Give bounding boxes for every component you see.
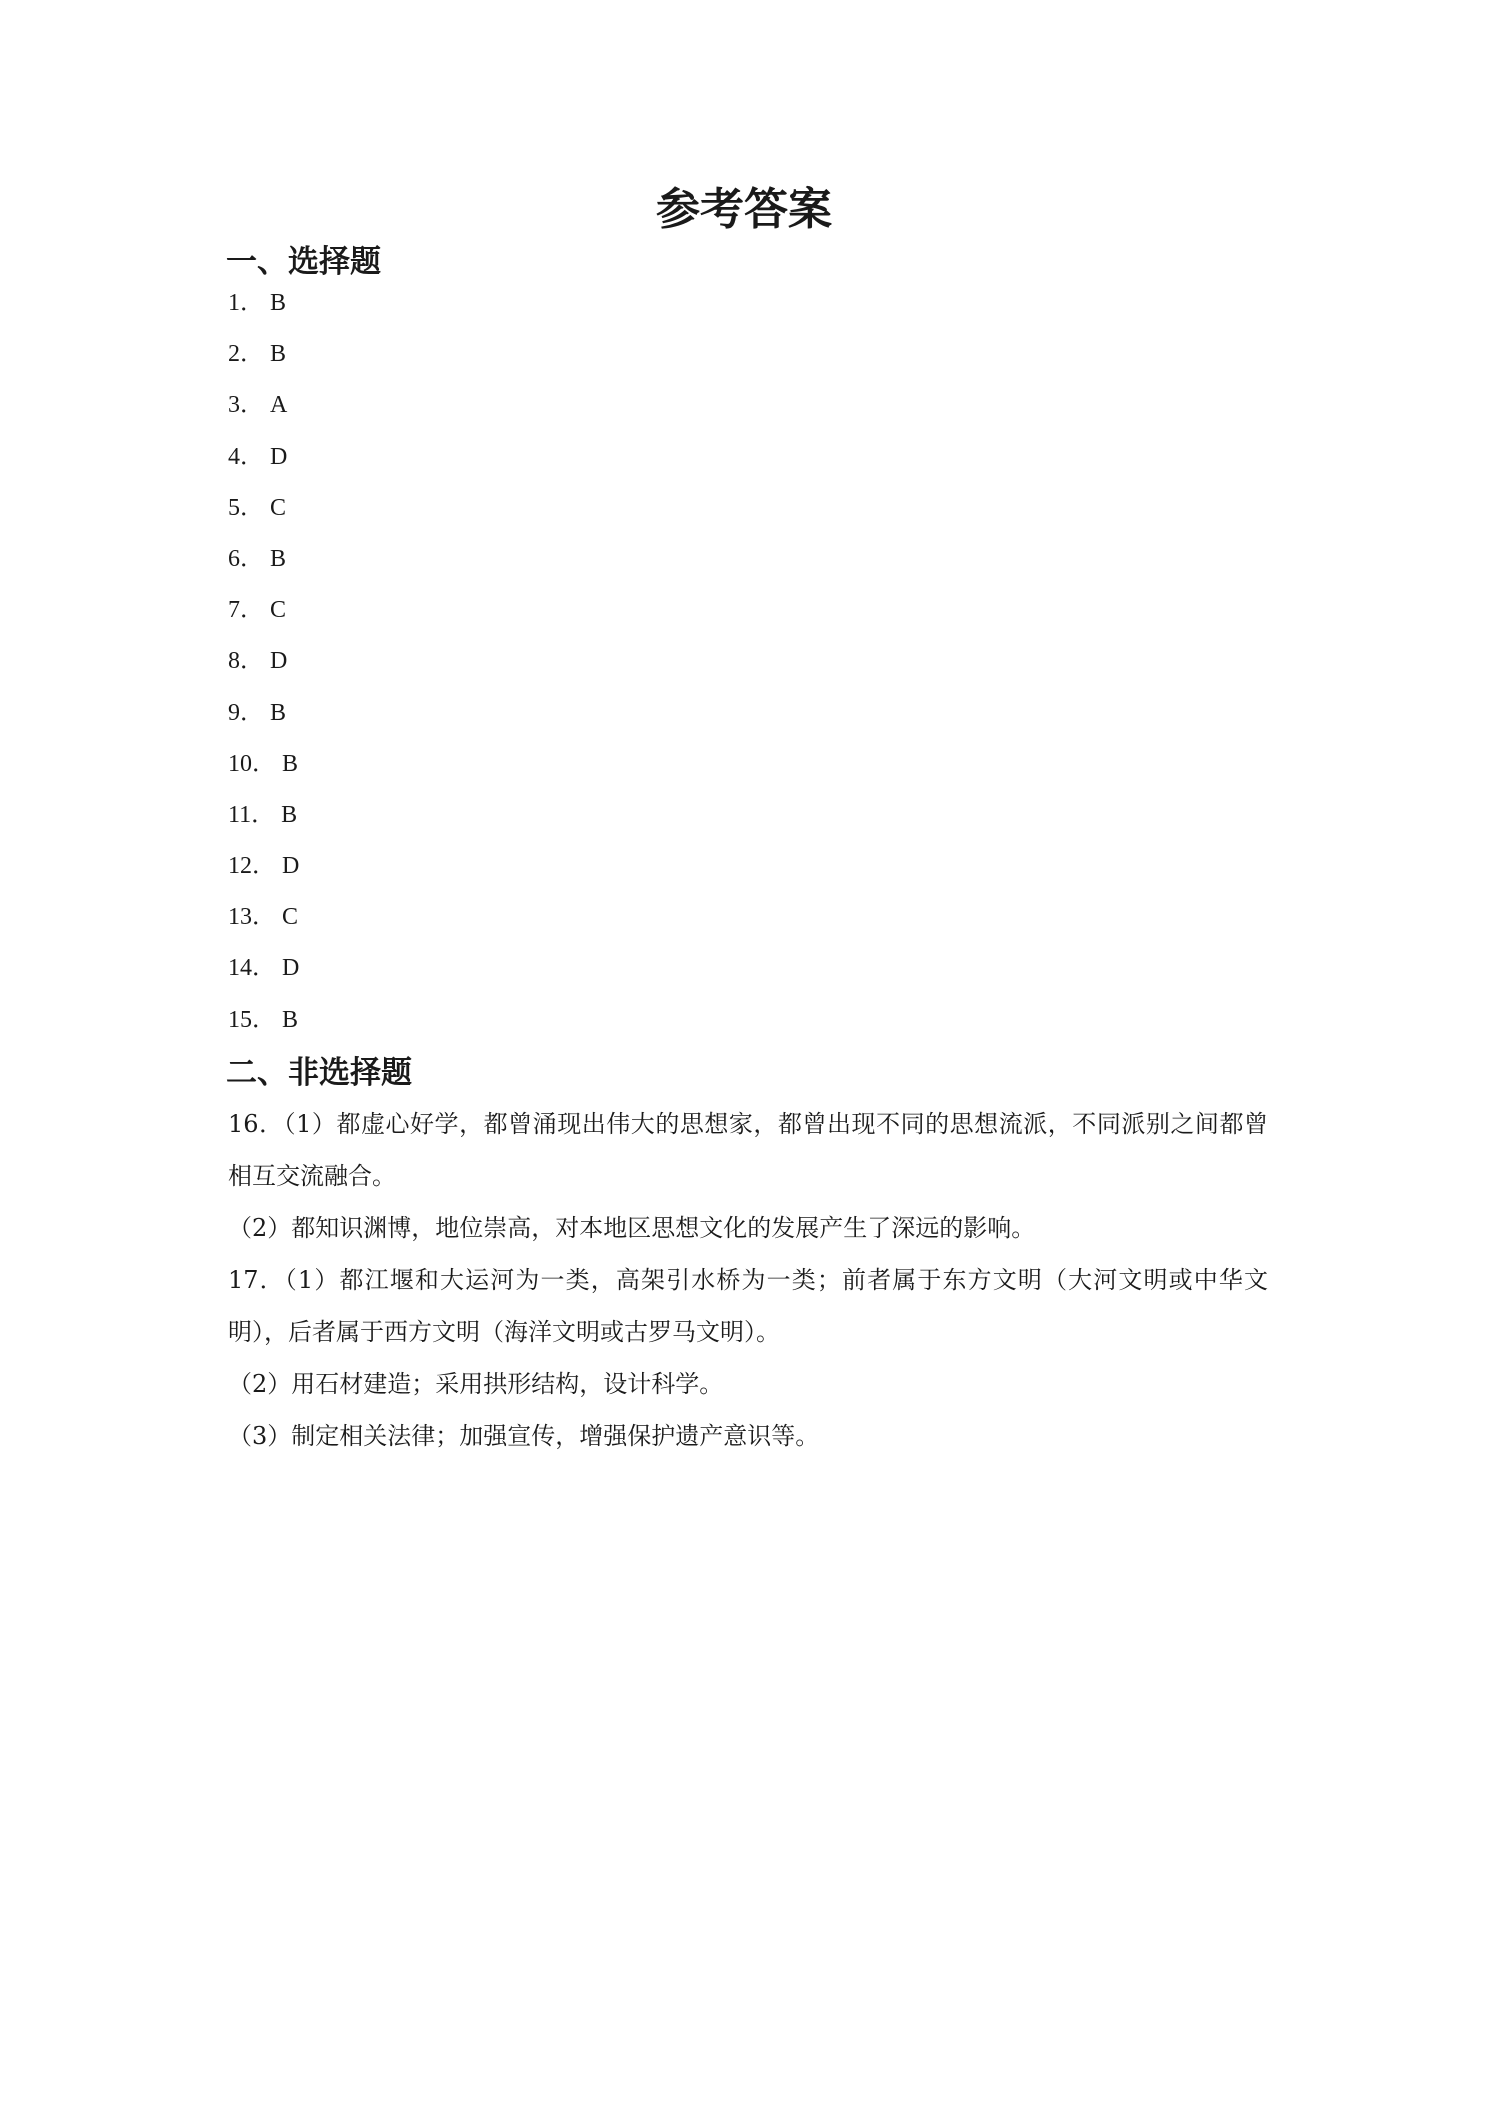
question-number: 9．	[228, 699, 264, 726]
mc-answer-item	[228, 590, 299, 641]
answer-paragraph: （3）制定相关法律；加强宣传，增强保护遗产意识等。	[228, 1422, 820, 1450]
page-title: 参考答案	[656, 184, 832, 235]
mc-answer-item	[228, 488, 299, 539]
answer-letter: D	[282, 955, 300, 982]
answer-letter: B	[270, 545, 287, 572]
answer-letter: B	[270, 341, 287, 368]
answer-paragraph: （2）用石材建造；采用拱形结构，设计科学。	[228, 1370, 724, 1398]
question-number: 6．	[228, 545, 264, 572]
section-heading-multiple-choice: 一、选择题	[226, 244, 381, 280]
mc-answer-item	[228, 846, 299, 897]
mc-answer-item	[228, 334, 299, 385]
mc-answer-item	[228, 641, 299, 692]
answer-letter: B	[282, 750, 299, 777]
answer-letter: C	[270, 597, 287, 624]
answer-letter: D	[270, 648, 288, 675]
question-number: 2．	[228, 341, 264, 368]
answer-letter: C	[282, 904, 299, 931]
section-heading-non-multiple-choice: 二、非选择题	[226, 1055, 412, 1091]
answer-letter: B	[281, 801, 298, 828]
mc-answer-item	[228, 1000, 299, 1051]
question-number: 13．	[228, 904, 276, 931]
answer-paragraph: 17．（1）都江堰和大运河为一类，高架引水桥为一类；前者属于东方文明（大河文明或中华文明），后者属于西方文明（海洋文明或古罗马文明）。	[228, 1266, 1268, 1346]
mc-answer-item	[228, 693, 299, 744]
question-number: 3．	[228, 392, 264, 419]
question-number: 7．	[228, 597, 264, 624]
answer-letter: B	[270, 290, 287, 316]
answer-letter: B	[282, 1006, 299, 1033]
mc-answer-item	[228, 539, 299, 590]
question-number: 11．	[228, 801, 276, 828]
question-number: 1．	[228, 290, 264, 316]
mc-answer-item	[228, 385, 299, 436]
answer-letter: A	[270, 392, 288, 419]
question-number: 12．	[228, 853, 276, 880]
question-number: 4．	[228, 443, 264, 470]
question-number: 8．	[228, 648, 264, 675]
answer-paragraph: 16．（1）都虚心好学，都曾涌现出伟大的思想家，都曾出现不同的思想流派，不同派别之间都曾相互交流融合。	[228, 1110, 1268, 1190]
mc-answer-item	[228, 283, 299, 334]
answer-letter: D	[270, 443, 288, 470]
essay-answers	[228, 1098, 1268, 1462]
answer-paragraph: （2）都知识渊博，地位崇高，对本地区思想文化的发展产生了深远的影响。	[228, 1214, 1036, 1242]
question-number: 10．	[228, 750, 276, 777]
answer-letter: C	[270, 494, 287, 521]
question-number: 14．	[228, 955, 276, 982]
mc-answer-item	[228, 437, 299, 488]
mc-answer-item	[228, 795, 299, 846]
multiple-choice-answer-list	[228, 283, 299, 1051]
mc-answer-item	[228, 744, 299, 795]
question-number: 5．	[228, 494, 264, 521]
question-number: 15．	[228, 1006, 276, 1033]
answer-letter: D	[282, 853, 300, 880]
mc-answer-item	[228, 948, 299, 999]
mc-answer-item	[228, 897, 299, 948]
answer-letter: B	[270, 699, 287, 726]
